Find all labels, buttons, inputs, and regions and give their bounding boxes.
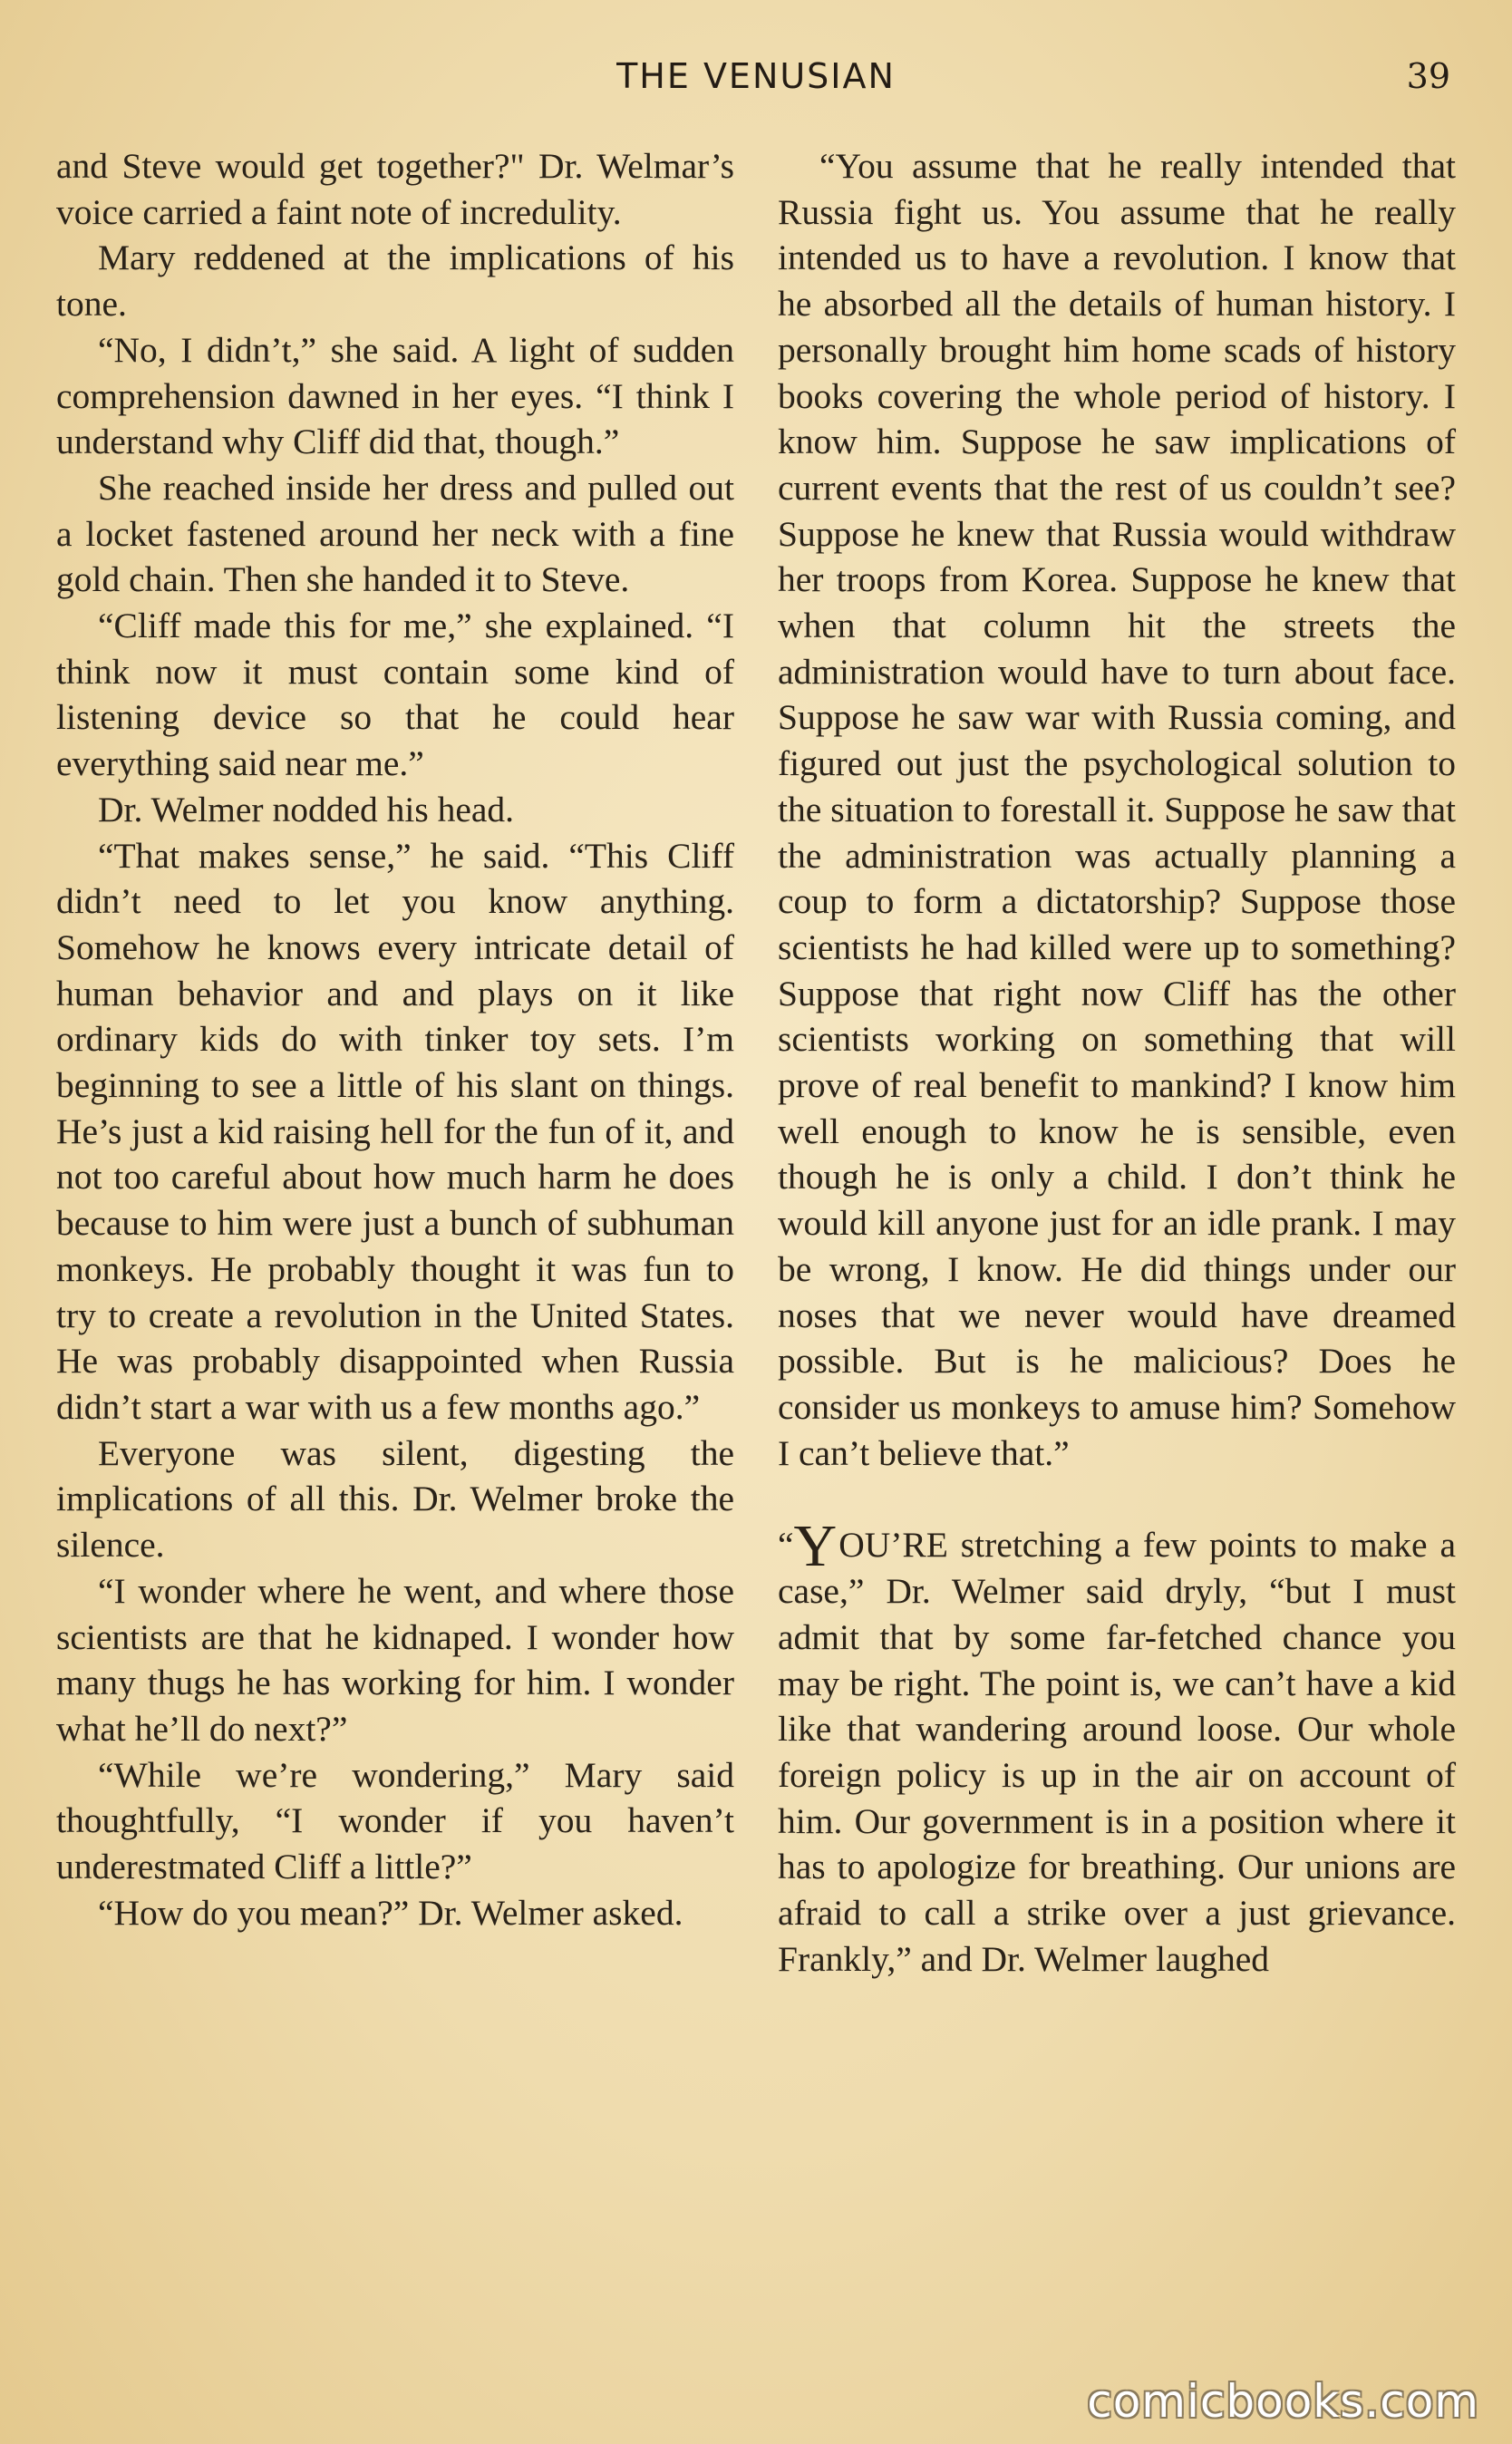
left-column — [56, 143, 734, 1935]
right-column — [778, 143, 1456, 1982]
watermark-logo: comicbooks.com — [1087, 2375, 1479, 2428]
paragraph: Mary reddened at the implications of his tone. — [56, 238, 734, 325]
section-opening-paragraph — [778, 1513, 1456, 1982]
paragraph: She reached inside her dress and pulled out a locket fastened around her neck with a fine gold chain. Then she handed it to Steve. — [56, 467, 734, 600]
paragraph: “While we’re wondering,” Mary said thoughtfully, “I wonder if you haven’t underestmated Cliff a little?” — [56, 1754, 734, 1887]
running-title: THE VENUSIAN — [616, 56, 896, 96]
paragraph: and Steve would get together?" Dr. Welmar’s voice carried a faint note of incredulity. — [56, 146, 734, 232]
paragraph: Everyone was silent, digesting the implications of all this. Dr. Welmer broke the silence. — [56, 1432, 734, 1566]
paragraph: “Cliff made this for me,” she explained. “I think now it must contain some kind of listening device so that he could hear everything said near me.” — [56, 606, 734, 784]
paragraph: “I wonder where he went, and where those scientists are that he kidnaped. I wonder how many thugs he has working for him. I wonder what he’ll do next?” — [56, 1570, 734, 1749]
paragraph: “You assume that he really intended that Russia fight us. You assume that he really intended us to have a revolution. I know that he absorbed all the details of human history. I personally brought him home scads of history books covering the whole period of history. I know him. Suppose he saw implications of current events that the rest of us couldn’t see? Suppose he knew that Russia would withdraw her troops from Korea. Suppose he knew that when that column hit the streets the administration would have to turn about face. Suppose he saw war with Russia coming, and figured out just the psychological solution to the situation to forestall it. Suppose he saw that the administration was actually planning a coup to form a dictatorship? Suppose those scientists he had killed were up to something? Suppose that right now Cliff has the other scientists working on something that will prove of real benefit to mankind? I know him well enough to know he is sensible, even though he is only a child. I don’t think he would kill anyone just for an idle prank. I may be wrong, I know. He did things under our noses that we never would have dreamed possible. But is he malicious? Does he consider us monkeys to amuse him? Somehow I can’t believe that.” — [778, 146, 1456, 1473]
page-header — [0, 56, 1512, 111]
paragraph: “That makes sense,” he said. “This Cliff didn’t need to let you know anything. Somehow he knows every intricate detail of human behavior and and plays on it like ordinary kids do with tinker toy sets. I’m beginning to see a little of his slant on things. He’s just a kid raising hell for the fun of it, and not too careful about how much harm he does because to him were just a bunch of subhuman monkeys. He probably thought it was fun to try to create a revolution in the United States. He was probably disappointed when Russia didn’t start a war with us a few months ago.” — [56, 835, 734, 1427]
section-text: OU’RE stretching a few points to make a case,” Dr. Welmer said dryly, “but I must admit that by some far-fetched chance you may be right. The point is, we can’t have a kid like that wandering around loose. Our whole foreign policy is up in the air on account of him. Our government is in a position where it has to apologize for breathing. Our unions are afraid to call a strike over a just grievance. Frankly,” and Dr. Welmer laughed — [778, 1525, 1456, 1979]
drop-cap: Y — [793, 1513, 838, 1580]
paragraph: “How do you mean?” Dr. Welmer asked. — [98, 1892, 683, 1933]
opening-quote: “ — [778, 1525, 794, 1566]
paragraph: “No, I didn’t,” she said. A light of sudden comprehension dawned in her eyes. “I think I understand why Cliff did that, though.” — [56, 329, 734, 462]
paragraph: Dr. Welmer nodded his head. — [98, 789, 515, 829]
page-number: 39 — [1406, 56, 1450, 96]
